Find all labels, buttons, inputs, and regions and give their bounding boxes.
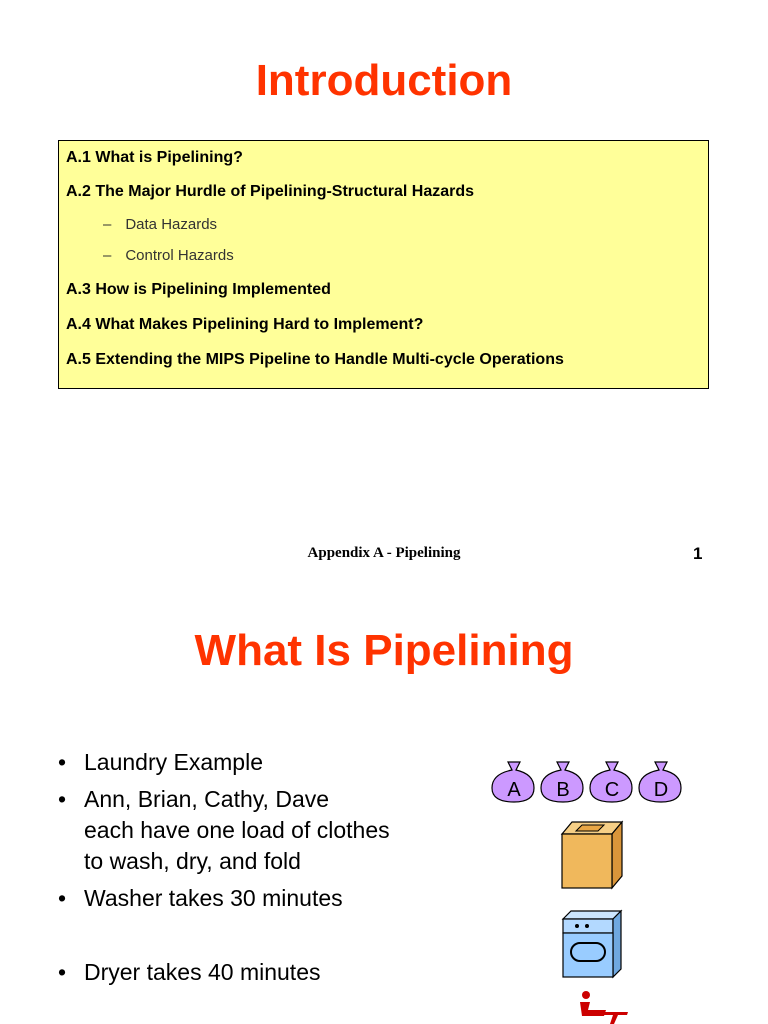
bullet-icon: • <box>58 959 67 985</box>
toc-subitem-label: Control Hazards <box>125 247 234 264</box>
bullet-icon: • <box>58 749 67 775</box>
slide-footer-title: Appendix A - Pipelining <box>307 545 461 561</box>
toc-item-a1: A.1 What is Pipelining? <box>66 149 243 166</box>
bullet-text: Washer takes 30 minutes <box>84 885 343 911</box>
bag-letter: A <box>507 779 521 801</box>
dash-icon: – <box>103 216 112 233</box>
washer-icon <box>560 818 626 890</box>
slide2-title: What Is Pipelining <box>194 626 574 675</box>
toc-item-a3: A.3 How is Pipelining Implemented <box>66 281 331 298</box>
bag-letter: D <box>653 779 669 801</box>
bullet-icon: • <box>58 885 67 911</box>
toc-item-a2: A.2 The Major Hurdle of Pipelining-Structural Hazards <box>66 183 475 200</box>
bullet-text: each have one load of clothes <box>84 817 390 843</box>
page-number: 1 <box>693 544 703 563</box>
bullet-text: Laundry Example <box>84 749 263 775</box>
laundry-bag-icon <box>639 762 681 802</box>
bullet-text: to wash, dry, and fold <box>84 848 301 874</box>
bullet-text: Ann, Brian, Cathy, Dave <box>84 786 330 812</box>
toc-item-a4: A.4 What Makes Pipelining Hard to Implement? <box>66 316 424 333</box>
bullet-text: Dryer takes 40 minutes <box>84 959 321 985</box>
dryer-icon <box>561 907 625 981</box>
toc-subitem-data-hazards <box>103 216 217 233</box>
laundry-bags-group <box>490 758 690 806</box>
institution-logo-icon <box>576 990 632 1024</box>
toc-item-a5: A.5 Extending the MIPS Pipeline to Handle Multi-cycle Operations <box>66 351 564 368</box>
bullet-icon: • <box>58 786 67 812</box>
bag-letter: B <box>556 779 570 801</box>
toc-subitem-label: Data Hazards <box>125 216 218 233</box>
laundry-bag-icon <box>492 762 534 802</box>
table-of-contents-box <box>58 140 709 389</box>
slide1-title: Introduction <box>255 56 513 105</box>
bag-letter: C <box>604 779 620 801</box>
laundry-bag-icon <box>590 762 632 802</box>
toc-subitem-control-hazards <box>103 247 234 264</box>
laundry-bag-icon <box>541 762 583 802</box>
dash-icon: – <box>103 247 112 264</box>
